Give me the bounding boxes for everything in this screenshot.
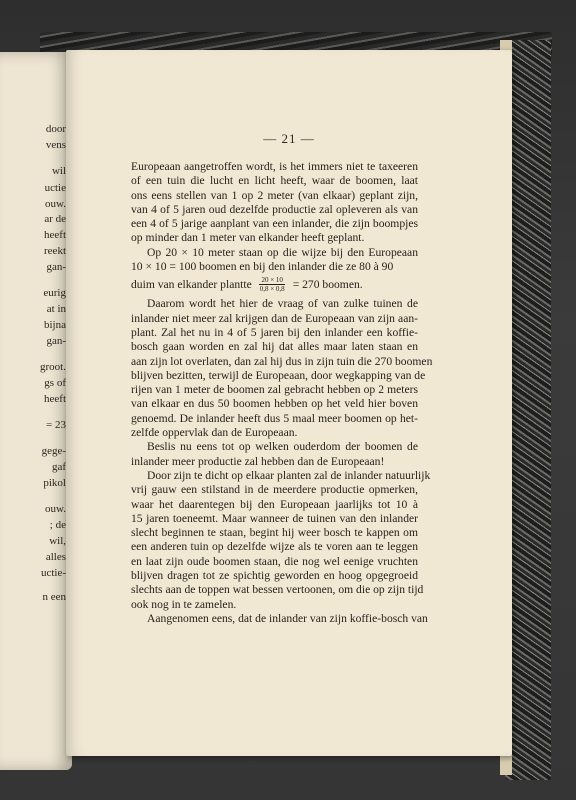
paragraph-4: [131, 440, 418, 469]
page-number: — 21 —: [263, 131, 315, 146]
text-line: blijven bezitten, terwijl de Europeaan, door wegkapping van de: [131, 368, 426, 382]
paragraph-3: [131, 297, 433, 440]
formula-result: = 270 boomen.: [292, 277, 363, 291]
text-line: Op 20 × 10 meter staan op die wijze bij den Europeaan: [147, 245, 418, 259]
left-page-fragment: gan-: [46, 335, 66, 347]
left-page-fragment: eurig: [43, 287, 66, 299]
left-page-fragment: wil: [51, 165, 66, 177]
left-page-fragment: = 23: [46, 419, 66, 431]
left-page-fragment: reekt: [44, 245, 66, 257]
text-line: ook nog in te zamelen.: [131, 597, 237, 611]
text-line: zelfde oppervlak dan de Europeaan.: [131, 426, 298, 440]
left-page-fragment: gaf: [51, 461, 66, 473]
left-page-fragment: uctie-: [40, 567, 66, 579]
text-line: 10 × 10 = 100 boomen en bij den inlander die ze 80 à 90: [131, 260, 394, 274]
left-page-fragment: alles: [45, 551, 66, 563]
left-page-fragment: gan-: [46, 261, 66, 273]
left-page-fragment: pikol: [43, 477, 66, 489]
left-page: [0, 52, 72, 770]
formula-denominator: 0,8 × 0,8: [259, 285, 285, 294]
text-line: op minder dan 1 meter van elkander heeft geplant.: [131, 231, 365, 245]
text-line: 15 jaren toeneemt. Maar wanneer de tuinen van den inlander: [131, 511, 418, 525]
left-page-fragment: heeft: [44, 393, 66, 405]
left-page-fragment: uctie: [44, 182, 66, 194]
left-page-fragment: at in: [46, 303, 66, 315]
paragraph-5: [131, 468, 431, 612]
paragraph-1: [131, 160, 418, 246]
left-page-fragment: ar de: [44, 213, 66, 225]
text-line: een 4 of 5 jarige aanplant van een inlander, die zijn boompjes: [131, 217, 418, 231]
text-line: slecht beginnen te staan, begint hij weer bosch te kappen om: [131, 526, 418, 540]
text-line: Daarom wordt het hier de vraag of van zulke tuinen de: [147, 297, 418, 311]
left-page-fragment: vens: [45, 139, 66, 151]
text-line: inlander meer productie zal hebben dan de Europeaan!: [131, 454, 385, 468]
left-page-fragment: door: [45, 123, 66, 135]
text-line: Aangenomen eens, dat de inlander van zijn koffie-bosch van: [147, 611, 428, 625]
text-line: Door zijn te dicht op elkaar planten zal de inlander natuurlijk: [147, 468, 431, 482]
text-line: vrij gauw een stilstand in de meerdere productie opmerken,: [131, 483, 418, 497]
text-line: genoemd. De inlander heeft dus 5 maal meer boomen op het-: [131, 411, 418, 425]
left-page-fragment: groot.: [40, 361, 66, 373]
text-line: inlander niet meer zal krijgen dan de Europeaan van zijn aan-: [131, 311, 418, 325]
text-line: en laat zijn oude boomen staan, die nog wel eenige vruchten: [131, 554, 418, 568]
left-page-fragment: gs of: [44, 377, 66, 389]
left-page-fragment: gege-: [41, 445, 66, 457]
text-line: Europeaan aangetroffen wordt, is het immers niet te taxeeren: [131, 160, 418, 173]
text-line: bosch gaan worden en zal hij dat alles maar laten staan en: [131, 340, 418, 354]
left-page-fragment: heeft: [44, 229, 66, 241]
text-line: rijen van 1 meter de boomen zal gebracht hebben op 2 meters: [131, 383, 418, 397]
formula-line: [131, 276, 418, 293]
text-line: ons eens stellen van 1 op 2 meter (van elkaar) geplant zijn,: [131, 188, 418, 202]
left-page-fragment: ouw.: [45, 503, 66, 515]
formula-fraction: [258, 276, 287, 293]
text-line: blijven dragen tot ze spichtig geworden en hoog opgegroeid: [131, 569, 418, 583]
left-page-fragment: bijna: [44, 319, 66, 331]
text-line: of een tuin die lucht en licht heeft, waar de boomen, laat: [131, 174, 418, 188]
text-line: van 4 of 5 jaren oud dezelfde productie zal opleveren als van: [131, 202, 418, 216]
text-line: een anderen tuin op dezelfde wijze als te voren aan te leggen: [131, 540, 418, 554]
formula-prefix: duim van elkander plantte: [131, 277, 252, 291]
body-text: [131, 160, 433, 626]
left-page-fragment: n een: [42, 591, 66, 603]
left-page-fragment: wil,: [49, 535, 66, 547]
text-line: waar het daarentegen bij den Europeaan jaarlijks tot 10 à: [131, 497, 418, 511]
left-page-fragment: ; de: [49, 519, 66, 531]
text-line: van elkaar en dus 50 boomen hebben op het veld hier boven: [131, 397, 418, 411]
formula-numerator: 20 × 10: [261, 276, 283, 285]
text-line: aan zijn lot overlaten, dan zal hij dus in zijn tuin die 270 boomen: [131, 354, 433, 368]
text-line: plant. Zal het nu in 4 of 5 jaren bij den inlander een koffie-: [131, 325, 418, 339]
left-page-fragment: ouw.: [45, 198, 66, 210]
text-line: Beslis nu eens tot op welken ouderdom der boomen de: [147, 440, 418, 454]
paragraph-2: [131, 246, 418, 275]
paragraph-6: [131, 611, 428, 626]
text-line: slechts aan de toppen wat bessen vertoonen, om die op zijn tijd: [131, 583, 424, 597]
